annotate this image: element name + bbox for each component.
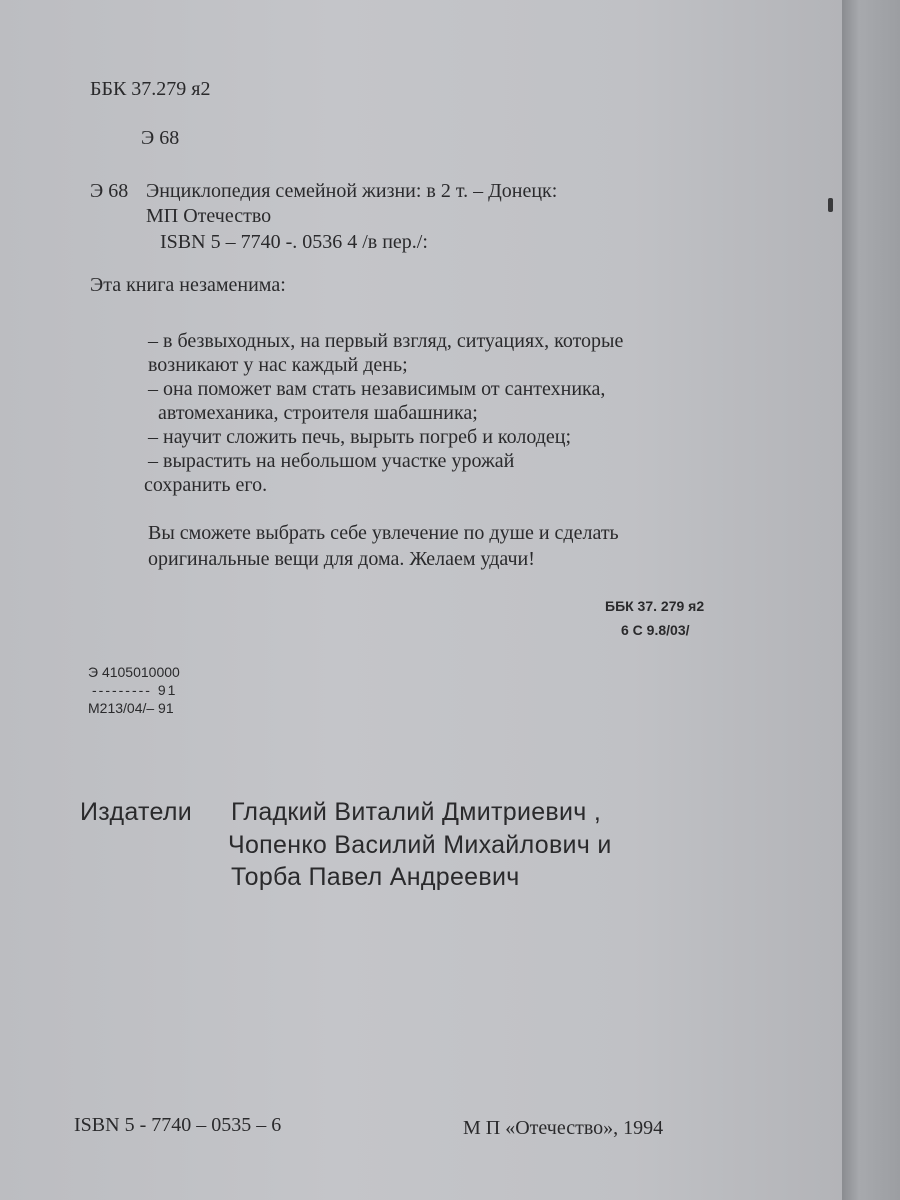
author-sign: Э 68 <box>141 127 180 149</box>
index-fraction-bottom: М213/04/– 91 <box>88 700 174 716</box>
record-title: Энциклопедия семейной жизни: в 2 т. – Донецк: <box>146 180 558 202</box>
classification-code: 6 С 9.8/03/ <box>621 622 690 638</box>
index-number: Э 4105010000 <box>88 664 180 680</box>
publisher-name-3: Торба Павел Андреевич <box>231 863 520 891</box>
annotation-item-2: – она поможет вам стать независимым от сантехника, <box>148 378 606 400</box>
record-publisher: МП Отечество <box>146 205 272 227</box>
footer-isbn: ISBN 5 - 7740 – 0535 – 6 <box>74 1114 282 1136</box>
annotation-item-1: – в безвыходных, на первый взгляд, ситуациях, которые <box>148 330 624 352</box>
annotation-intro: Эта книга незаменима: <box>90 274 286 296</box>
record-isbn: ISBN 5 – 7740 -. 0536 4 /в пер./: <box>160 231 428 253</box>
bbk-code-bottom: ББК 37. 279 я2 <box>605 598 705 614</box>
publisher-name-2: Чопенко Василий Михайлович и <box>228 831 612 859</box>
publishers-label: Издатели <box>80 798 193 826</box>
annotation-closing-2: оригинальные вещи для дома. Желаем удачи! <box>148 548 535 570</box>
annotation-item-4: – вырастить на небольшом участке урожай <box>148 450 515 472</box>
index-fraction-line: --------- 91 <box>92 682 178 698</box>
bbk-code-top: ББК 37.279 я2 <box>90 78 211 100</box>
footer-imprint: М П «Отечество», 1994 <box>463 1117 664 1139</box>
annotation-closing-1: Вы сможете выбрать себе увлечение по душе и сделать <box>148 522 619 544</box>
record-sign: Э 68 <box>90 180 129 202</box>
annotation-item-4-cont: сохранить его. <box>144 474 268 496</box>
annotation-item-2-cont: автомеханика, строителя шабашника; <box>158 402 478 424</box>
binding-mark <box>828 198 833 212</box>
publisher-name-1: Гладкий Виталий Дмитриевич , <box>231 798 602 826</box>
annotation-item-1-cont: возникают у нас каждый день; <box>148 354 408 376</box>
annotation-item-3: – научит сложить печь, вырыть погреб и колодец; <box>148 426 572 448</box>
next-page-edge <box>842 0 900 1200</box>
